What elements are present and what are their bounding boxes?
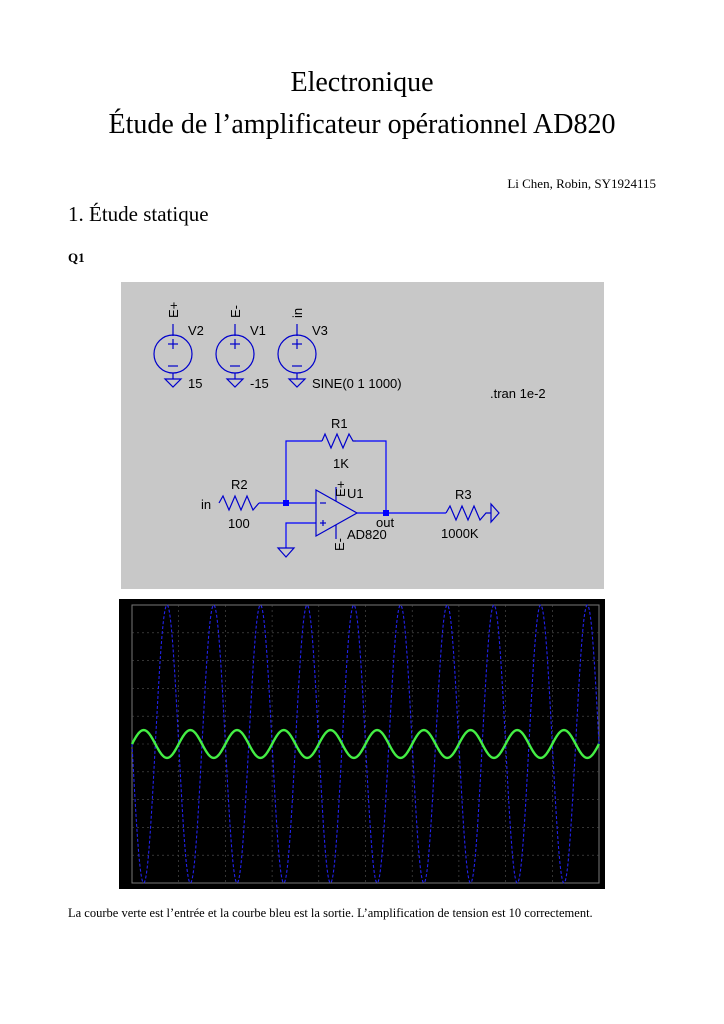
v3-node-label: in [290,307,305,318]
v1-value-label: -15 [250,376,269,391]
circuit-schematic [121,282,604,589]
voltage-source-v2 [154,324,192,387]
opamp-pos-supply-label: E+ [333,480,348,497]
schematic-svg [121,282,604,589]
r2-value-label: 100 [228,516,250,531]
tran-directive: .tran 1e-2 [490,386,546,401]
opamp-name-label: U1 [347,486,364,501]
voltage-source-v3 [278,324,316,387]
section-heading: 1. Étude statique [68,202,209,226]
ground-symbol [278,548,294,557]
r2-name-label: R2 [231,477,248,492]
title-line-2: Étude de l’amplificateur opérationnel AD820 [108,109,616,140]
opamp-neg-supply-label: E- [332,538,347,551]
in-label: in [201,497,212,512]
r1-name-label: R1 [331,416,348,431]
v3-name-label: V3 [312,323,328,338]
title-line-1: Electronique [290,67,434,98]
voltage-source-v1 [216,324,254,387]
v1-node-label: E- [228,305,243,318]
waveform-plot [119,599,605,889]
out-label: out [376,515,395,530]
resistor-r3 [446,506,491,520]
v2-value-label: 15 [188,376,203,391]
v1-name-label: V1 [250,323,266,338]
r1-value-label: 1K [333,456,349,471]
opamp-model-label: AD820 [347,527,387,542]
output-ground-symbol [491,504,499,522]
resistor-r2 [219,496,259,510]
v2-name-label: V2 [188,323,204,338]
v2-node-label: E+ [166,301,181,318]
junction-dot-in [283,500,289,506]
v3-value-label: SINE(0 1 1000) [312,376,402,391]
r3-value-label: 1000K [441,526,479,541]
figure-caption: La courbe verte est l’entrée et la courbe bleu est la sortie. L’amplification de tension est 10 correctement. [68,906,593,920]
resistor-r1 [322,434,356,448]
waveform-svg [119,599,605,889]
authors: Li Chen, Robin, SY1924115 [507,176,656,191]
r3-name-label: R3 [455,487,472,502]
question-label: Q1 [68,250,85,265]
